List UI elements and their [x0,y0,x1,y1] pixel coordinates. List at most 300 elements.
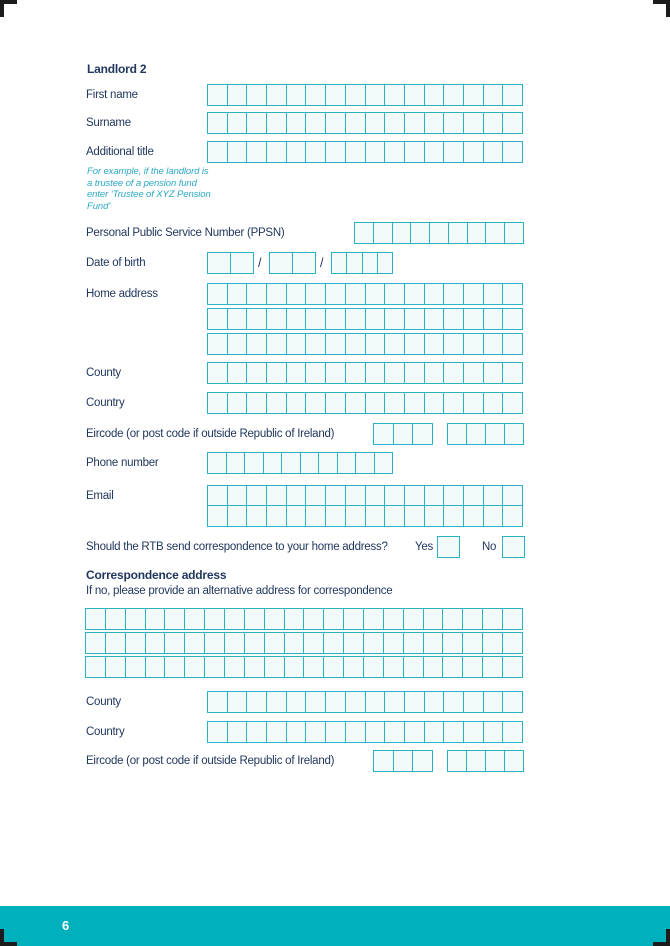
char-box[interactable] [482,657,502,677]
char-box[interactable] [305,113,325,133]
char-box[interactable] [504,751,523,771]
char-box[interactable] [384,284,404,304]
char-box[interactable] [305,722,325,742]
char-box[interactable] [373,223,392,243]
char-box[interactable] [208,363,227,383]
char-box[interactable] [443,393,463,413]
char-box[interactable] [383,633,403,653]
char-box[interactable] [483,506,503,526]
char-box[interactable] [286,309,306,329]
char-box[interactable] [264,657,284,677]
char-box[interactable] [286,284,306,304]
char-box[interactable] [404,113,424,133]
char-box[interactable] [145,657,165,677]
char-box[interactable] [227,363,247,383]
char-box[interactable] [448,424,466,444]
char-box[interactable] [424,334,444,354]
char-box[interactable] [266,722,286,742]
char-box[interactable] [403,633,423,653]
char-box[interactable] [502,142,522,162]
char-box[interactable] [305,284,325,304]
char-box[interactable] [365,486,385,506]
char-box[interactable] [305,486,325,506]
char-box[interactable] [502,334,522,354]
char-box[interactable] [363,609,383,629]
char-box[interactable] [246,363,266,383]
char-box[interactable] [325,486,345,506]
char-box[interactable] [345,85,365,105]
char-box[interactable] [443,506,463,526]
char-box[interactable] [325,722,345,742]
char-box[interactable] [443,486,463,506]
char-box[interactable] [443,722,463,742]
ppsn-boxes[interactable] [354,222,524,244]
char-box[interactable] [145,633,165,653]
home-address-boxes-row2[interactable] [207,308,523,330]
char-box[interactable] [393,424,413,444]
char-box[interactable] [424,722,444,742]
char-box[interactable] [365,284,385,304]
char-box[interactable] [384,142,404,162]
char-box[interactable] [323,609,343,629]
char-box[interactable] [463,506,483,526]
char-box[interactable] [208,142,227,162]
char-box[interactable] [345,142,365,162]
char-box[interactable] [227,85,247,105]
char-box[interactable] [384,692,404,712]
char-box[interactable] [482,633,502,653]
char-box[interactable] [337,453,356,473]
char-box[interactable] [410,223,429,243]
char-box[interactable] [305,363,325,383]
char-box[interactable] [204,609,224,629]
char-box[interactable] [485,223,504,243]
char-box[interactable] [345,309,365,329]
char-box[interactable] [466,751,485,771]
char-box[interactable] [448,751,466,771]
char-box[interactable] [286,363,306,383]
char-box[interactable] [286,142,306,162]
correspondence-country-boxes[interactable] [207,721,523,743]
char-box[interactable] [204,633,224,653]
char-box[interactable] [502,85,522,105]
char-box[interactable] [208,393,227,413]
char-box[interactable] [504,223,523,243]
char-box[interactable] [227,113,247,133]
char-box[interactable] [286,486,306,506]
char-box[interactable] [485,424,504,444]
char-box[interactable] [323,633,343,653]
char-box[interactable] [305,334,325,354]
additional-title-boxes[interactable] [207,141,523,163]
char-box[interactable] [227,309,247,329]
char-box[interactable] [365,334,385,354]
char-box[interactable] [208,253,230,273]
char-box[interactable] [483,309,503,329]
char-box[interactable] [345,113,365,133]
char-box[interactable] [365,142,385,162]
char-box[interactable] [345,692,365,712]
char-box[interactable] [125,657,145,677]
char-box[interactable] [483,692,503,712]
char-box[interactable] [365,393,385,413]
char-box[interactable] [463,486,483,506]
char-box[interactable] [164,657,184,677]
char-box[interactable] [266,486,286,506]
char-box[interactable] [442,633,462,653]
char-box[interactable] [145,609,165,629]
char-box[interactable] [404,486,424,506]
char-box[interactable] [462,657,482,677]
char-box[interactable] [266,85,286,105]
char-box[interactable] [502,309,522,329]
char-box[interactable] [404,334,424,354]
char-box[interactable] [323,657,343,677]
char-box[interactable] [325,142,345,162]
char-box[interactable] [208,506,227,526]
char-box[interactable] [246,506,266,526]
char-box[interactable] [383,657,403,677]
char-box[interactable] [404,393,424,413]
char-box[interactable] [403,657,423,677]
home-address-boxes-row1[interactable] [207,283,523,305]
char-box[interactable] [325,309,345,329]
phone-number-boxes[interactable] [207,452,393,474]
email-boxes-row1[interactable] [207,485,523,507]
char-box[interactable] [305,393,325,413]
char-box[interactable] [105,609,125,629]
char-box[interactable] [412,424,432,444]
char-box[interactable] [412,751,432,771]
char-box[interactable] [483,85,503,105]
county-boxes[interactable] [207,362,523,384]
char-box[interactable] [365,113,385,133]
correspondence-eircode-boxes-group1[interactable] [373,750,433,772]
yes-checkbox[interactable] [437,536,460,558]
char-box[interactable] [164,633,184,653]
char-box[interactable] [325,393,345,413]
char-box[interactable] [325,363,345,383]
char-box[interactable] [224,609,244,629]
char-box[interactable] [227,486,247,506]
char-box[interactable] [325,284,345,304]
char-box[interactable] [318,453,337,473]
char-box[interactable] [424,363,444,383]
char-box[interactable] [325,692,345,712]
char-box[interactable] [227,506,247,526]
char-box[interactable] [246,309,266,329]
char-box[interactable] [502,692,522,712]
char-box[interactable] [343,657,363,677]
char-box[interactable] [423,609,443,629]
char-box[interactable] [463,363,483,383]
email-boxes-row2[interactable] [207,505,523,527]
char-box[interactable] [325,85,345,105]
char-box[interactable] [230,253,253,273]
char-box[interactable] [208,113,227,133]
char-box[interactable] [281,453,300,473]
char-box[interactable] [424,309,444,329]
char-box[interactable] [463,85,483,105]
char-box[interactable] [384,113,404,133]
char-box[interactable] [467,223,486,243]
char-box[interactable] [365,506,385,526]
correspondence-eircode-boxes-group2[interactable] [447,750,524,772]
char-box[interactable] [244,453,263,473]
char-box[interactable] [292,253,315,273]
char-box[interactable] [286,393,306,413]
char-box[interactable] [443,334,463,354]
char-box[interactable] [264,609,284,629]
char-box[interactable] [502,506,522,526]
char-box[interactable] [227,692,247,712]
char-box[interactable] [483,113,503,133]
char-box[interactable] [502,633,522,653]
char-box[interactable] [303,657,323,677]
char-box[interactable] [266,363,286,383]
char-box[interactable] [325,506,345,526]
char-box[interactable] [463,722,483,742]
char-box[interactable] [244,633,264,653]
char-box[interactable] [392,223,411,243]
char-box[interactable] [227,142,247,162]
char-box[interactable] [86,633,105,653]
char-box[interactable] [423,657,443,677]
char-box[interactable] [443,309,463,329]
char-box[interactable] [424,692,444,712]
char-box[interactable] [305,309,325,329]
char-box[interactable] [404,284,424,304]
char-box[interactable] [300,453,319,473]
char-box[interactable] [86,657,105,677]
char-box[interactable] [483,334,503,354]
char-box[interactable] [208,309,227,329]
no-checkbox[interactable] [502,536,525,558]
char-box[interactable] [463,334,483,354]
correspondence-address-boxes-row2[interactable] [85,632,523,654]
char-box[interactable] [424,142,444,162]
correspondence-address-boxes-row1[interactable] [85,608,523,630]
char-box[interactable] [443,363,463,383]
char-box[interactable] [345,486,365,506]
char-box[interactable] [443,284,463,304]
char-box[interactable] [266,692,286,712]
eircode-boxes-group2[interactable] [447,423,524,445]
dob-month-boxes[interactable] [269,252,316,274]
char-box[interactable] [305,142,325,162]
char-box[interactable] [286,692,306,712]
correspondence-county-boxes[interactable] [207,691,523,713]
char-box[interactable] [208,453,226,473]
char-box[interactable] [184,657,204,677]
char-box[interactable] [332,253,346,273]
char-box[interactable] [266,142,286,162]
char-box[interactable] [393,751,413,771]
char-box[interactable] [463,692,483,712]
char-box[interactable] [270,253,292,273]
char-box[interactable] [246,692,266,712]
char-box[interactable] [246,142,266,162]
char-box[interactable] [305,85,325,105]
char-box[interactable] [105,633,125,653]
char-box[interactable] [208,722,227,742]
char-box[interactable] [404,722,424,742]
country-boxes[interactable] [207,392,523,414]
char-box[interactable] [463,284,483,304]
home-address-boxes-row3[interactable] [207,333,523,355]
char-box[interactable] [303,633,323,653]
char-box[interactable] [502,393,522,413]
char-box[interactable] [365,309,385,329]
char-box[interactable] [284,609,304,629]
char-box[interactable] [384,334,404,354]
char-box[interactable] [345,284,365,304]
correspondence-address-boxes-row3[interactable] [85,656,523,678]
char-box[interactable] [424,486,444,506]
char-box[interactable] [443,142,463,162]
char-box[interactable] [303,609,323,629]
char-box[interactable] [362,253,377,273]
char-box[interactable] [286,113,306,133]
char-box[interactable] [384,722,404,742]
char-box[interactable] [404,309,424,329]
char-box[interactable] [345,393,365,413]
char-box[interactable] [244,657,264,677]
char-box[interactable] [284,633,304,653]
char-box[interactable] [443,113,463,133]
char-box[interactable] [404,363,424,383]
char-box[interactable] [502,486,522,506]
char-box[interactable] [345,334,365,354]
char-box[interactable] [442,609,462,629]
char-box[interactable] [286,506,306,526]
char-box[interactable] [227,393,247,413]
char-box[interactable] [325,113,345,133]
char-box[interactable] [462,633,482,653]
char-box[interactable] [374,751,393,771]
char-box[interactable] [227,722,247,742]
char-box[interactable] [404,692,424,712]
char-box[interactable] [345,722,365,742]
char-box[interactable] [305,692,325,712]
char-box[interactable] [204,657,224,677]
char-box[interactable] [384,393,404,413]
eircode-boxes-group1[interactable] [373,423,433,445]
char-box[interactable] [286,334,306,354]
char-box[interactable] [404,506,424,526]
first-name-boxes[interactable] [207,84,523,106]
char-box[interactable] [365,692,385,712]
char-box[interactable] [363,657,383,677]
char-box[interactable] [429,223,448,243]
char-box[interactable] [442,657,462,677]
char-box[interactable] [483,393,503,413]
char-box[interactable] [266,113,286,133]
dob-day-boxes[interactable] [207,252,254,274]
surname-boxes[interactable] [207,112,523,134]
char-box[interactable] [443,85,463,105]
char-box[interactable] [246,85,266,105]
char-box[interactable] [384,309,404,329]
char-box[interactable] [266,393,286,413]
char-box[interactable] [483,363,503,383]
char-box[interactable] [502,113,522,133]
char-box[interactable] [125,609,145,629]
char-box[interactable] [208,85,227,105]
char-box[interactable] [424,393,444,413]
char-box[interactable] [463,113,483,133]
dob-year-boxes[interactable] [331,252,393,274]
char-box[interactable] [365,363,385,383]
char-box[interactable] [374,424,393,444]
char-box[interactable] [502,609,522,629]
char-box[interactable] [483,486,503,506]
char-box[interactable] [365,722,385,742]
char-box[interactable] [164,609,184,629]
char-box[interactable] [284,657,304,677]
char-box[interactable] [424,85,444,105]
char-box[interactable] [365,85,385,105]
char-box[interactable] [325,334,345,354]
char-box[interactable] [227,284,247,304]
char-box[interactable] [246,722,266,742]
char-box[interactable] [184,633,204,653]
char-box[interactable] [502,363,522,383]
char-box[interactable] [125,633,145,653]
char-box[interactable] [404,142,424,162]
char-box[interactable] [377,253,392,273]
char-box[interactable] [208,486,227,506]
char-box[interactable] [448,223,467,243]
char-box[interactable] [483,142,503,162]
char-box[interactable] [343,609,363,629]
char-box[interactable] [466,424,485,444]
char-box[interactable] [286,722,306,742]
char-box[interactable] [463,393,483,413]
char-box[interactable] [383,609,403,629]
char-box[interactable] [184,609,204,629]
char-box[interactable] [246,284,266,304]
char-box[interactable] [404,85,424,105]
char-box[interactable] [266,284,286,304]
char-box[interactable] [346,253,361,273]
char-box[interactable] [384,85,404,105]
char-box[interactable] [504,424,523,444]
char-box[interactable] [208,334,227,354]
char-box[interactable] [355,223,373,243]
char-box[interactable] [208,692,227,712]
char-box[interactable] [485,751,504,771]
char-box[interactable] [424,284,444,304]
char-box[interactable] [482,609,502,629]
char-box[interactable] [423,633,443,653]
char-box[interactable] [502,657,522,677]
char-box[interactable] [384,486,404,506]
char-box[interactable] [224,657,244,677]
char-box[interactable] [502,284,522,304]
char-box[interactable] [355,453,374,473]
char-box[interactable] [483,284,503,304]
char-box[interactable] [463,309,483,329]
char-box[interactable] [263,453,282,473]
char-box[interactable] [424,506,444,526]
char-box[interactable] [246,393,266,413]
char-box[interactable] [224,633,244,653]
char-box[interactable] [345,506,365,526]
char-box[interactable] [424,113,444,133]
char-box[interactable] [244,609,264,629]
char-box[interactable] [266,506,286,526]
